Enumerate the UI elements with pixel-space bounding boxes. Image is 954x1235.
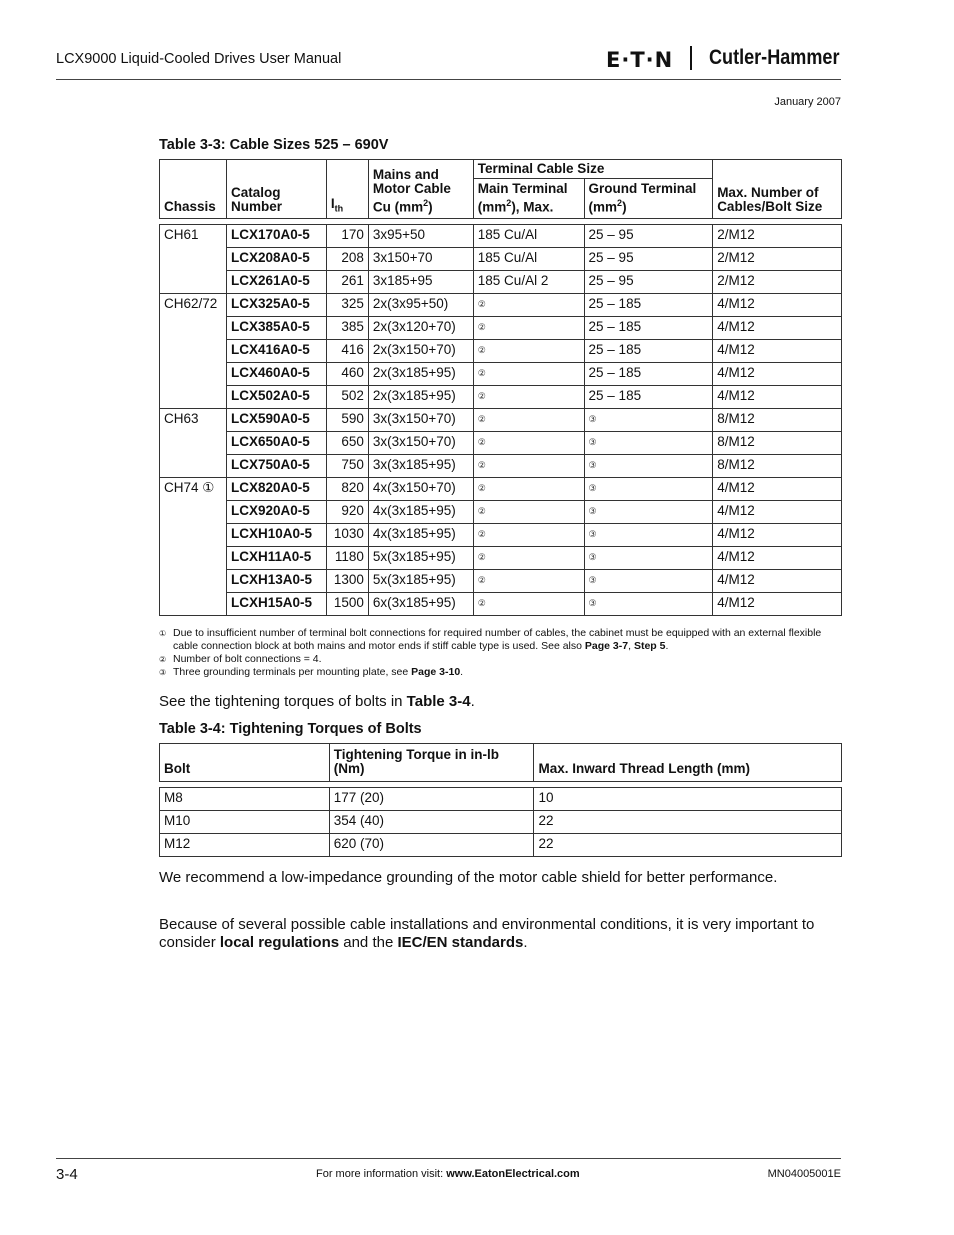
cell-bolt: M8 <box>160 788 330 811</box>
cell-catalog: LCX385A0-5 <box>226 317 326 340</box>
cell-ith: 385 <box>326 317 368 340</box>
cell-ith: 261 <box>326 271 368 294</box>
cell-max-cables: 2/M12 <box>713 248 842 271</box>
cell-max-cables: 4/M12 <box>713 501 842 524</box>
cell-main-terminal: ② <box>473 455 584 478</box>
cell-max-cables: 4/M12 <box>713 478 842 501</box>
website-link[interactable]: www.EatonElectrical.com <box>446 1168 580 1180</box>
cell-main-terminal: ② <box>473 570 584 593</box>
table-row <box>160 225 842 248</box>
cell-mains-cable: 2x(3x120+70) <box>368 317 473 340</box>
cell-ith: 590 <box>326 409 368 432</box>
header-bolt: Bolt <box>160 744 330 782</box>
cell-catalog: LCXH10A0-5 <box>226 524 326 547</box>
table-row <box>160 455 842 478</box>
cell-max-cables: 4/M12 <box>713 547 842 570</box>
cell-thread-length: 10 <box>534 788 842 811</box>
table-row <box>160 478 842 501</box>
cell-catalog: LCX261A0-5 <box>226 271 326 294</box>
table-row <box>160 811 842 834</box>
footer-info: For more information visit: www.EatonElectrical.com <box>316 1168 580 1180</box>
cell-main-terminal: ② <box>473 478 584 501</box>
cell-ground-terminal: 25 – 95 <box>584 248 713 271</box>
header-ith: $I_{th}$ <box>326 160 368 219</box>
cell-main-terminal: 185 Cu/Al <box>473 225 584 248</box>
header-torque: Tightening Torque in in-lb (Nm) <box>329 744 534 782</box>
cell-mains-cable: 3x(3x150+70) <box>368 432 473 455</box>
footer-rule <box>56 1158 841 1159</box>
table-row <box>160 271 842 294</box>
table-row <box>160 317 842 340</box>
table-row <box>160 834 842 857</box>
cell-catalog: LCXH11A0-5 <box>226 547 326 570</box>
cell-ground-terminal: ③ <box>584 501 713 524</box>
footnote-3: ③ Three grounding terminals per mounting plate, see Page 3-10. <box>159 666 464 678</box>
cell-max-cables: 4/M12 <box>713 593 842 616</box>
cell-mains-cable: 2x(3x185+95) <box>368 363 473 386</box>
cell-main-terminal: ② <box>473 409 584 432</box>
cell-main-terminal: ② <box>473 294 584 317</box>
cell-catalog: LCX416A0-5 <box>226 340 326 363</box>
table-row <box>160 386 842 409</box>
table-row <box>160 788 842 811</box>
cell-ground-terminal: ③ <box>584 455 713 478</box>
cell-chassis: CH62/72 <box>160 294 227 409</box>
header-ground-terminal: Ground Terminal $(mm^2)$ <box>584 179 713 219</box>
cell-ground-terminal: ③ <box>584 593 713 616</box>
cell-max-cables: 4/M12 <box>713 570 842 593</box>
cell-mains-cable: 6x(3x185+95) <box>368 593 473 616</box>
cell-catalog: LCXH15A0-5 <box>226 593 326 616</box>
cell-ith: 170 <box>326 225 368 248</box>
cell-mains-cable: 2x(3x150+70) <box>368 340 473 363</box>
cell-ground-terminal: ③ <box>584 432 713 455</box>
cell-ith: 502 <box>326 386 368 409</box>
table-row <box>160 593 842 616</box>
cell-max-cables: 4/M12 <box>713 363 842 386</box>
header-thread-length: Max. Inward Thread Length (mm) <box>534 744 842 782</box>
cell-catalog: LCX460A0-5 <box>226 363 326 386</box>
cell-ith: 750 <box>326 455 368 478</box>
cell-ground-terminal: 25 – 185 <box>584 363 713 386</box>
cell-max-cables: 4/M12 <box>713 340 842 363</box>
cell-max-cables: 4/M12 <box>713 317 842 340</box>
cell-ground-terminal: ③ <box>584 409 713 432</box>
cell-main-terminal: ② <box>473 547 584 570</box>
table-3-4-caption: Table 3-4: Tightening Torques of Bolts <box>159 721 422 737</box>
cell-ground-terminal: ③ <box>584 478 713 501</box>
table-row <box>160 363 842 386</box>
cell-ground-terminal: ③ <box>584 547 713 570</box>
table-row <box>160 547 842 570</box>
header-terminal-cable-size: Terminal Cable Size <box>473 160 712 179</box>
cell-main-terminal: ② <box>473 340 584 363</box>
cell-ground-terminal: 25 – 185 <box>584 317 713 340</box>
cell-mains-cable: 2x(3x95+50) <box>368 294 473 317</box>
table-row <box>160 248 842 271</box>
cell-mains-cable: 2x(3x185+95) <box>368 386 473 409</box>
cell-ith: 325 <box>326 294 368 317</box>
footnote-2: ② Number of bolt connections = 4. <box>159 653 322 665</box>
cell-ground-terminal: ③ <box>584 524 713 547</box>
cell-ith: 650 <box>326 432 368 455</box>
cell-mains-cable: 3x95+50 <box>368 225 473 248</box>
cell-main-terminal: ② <box>473 524 584 547</box>
header-catalog-number: Catalog Number <box>226 160 326 219</box>
cell-main-terminal: 185 Cu/Al <box>473 248 584 271</box>
table-row <box>160 570 842 593</box>
cell-main-terminal: ② <box>473 317 584 340</box>
cell-mains-cable: 4x(3x185+95) <box>368 524 473 547</box>
cell-ith: 1180 <box>326 547 368 570</box>
cell-ith: 1300 <box>326 570 368 593</box>
grounding-paragraph: We recommend a low-impedance grounding of the motor cable shield for better performance. <box>159 869 778 886</box>
cell-ith: 416 <box>326 340 368 363</box>
table-3-3-caption: Table 3-3: Cable Sizes 525 – 690V <box>159 137 389 153</box>
cell-max-cables: 2/M12 <box>713 225 842 248</box>
header-max-cables: Max. Number of Cables/Bolt Size <box>713 160 842 219</box>
cell-max-cables: 4/M12 <box>713 524 842 547</box>
eaton-logo: E·T·N <box>606 48 674 72</box>
cutler-hammer-logo: Cutler-Hammer <box>709 46 840 69</box>
table-row <box>160 294 842 317</box>
tightening-torques-table <box>159 743 842 857</box>
cell-catalog: LCX502A0-5 <box>226 386 326 409</box>
cell-catalog: LCX590A0-5 <box>226 409 326 432</box>
document-number: MN04005001E <box>767 1168 841 1180</box>
cell-bolt: M10 <box>160 811 330 834</box>
header-rule <box>56 79 841 80</box>
cable-sizes-table <box>159 159 842 616</box>
cell-mains-cable: 5x(3x185+95) <box>368 547 473 570</box>
cell-mains-cable: 3x(3x150+70) <box>368 409 473 432</box>
cell-ith: 208 <box>326 248 368 271</box>
cell-catalog: LCX750A0-5 <box>226 455 326 478</box>
table-row <box>160 432 842 455</box>
cell-mains-cable: 4x(3x150+70) <box>368 478 473 501</box>
cell-max-cables: 8/M12 <box>713 432 842 455</box>
table-row <box>160 409 842 432</box>
cell-chassis: CH74 ① <box>160 478 227 616</box>
cell-main-terminal: ② <box>473 501 584 524</box>
cell-max-cables: 8/M12 <box>713 409 842 432</box>
cell-mains-cable: 3x185+95 <box>368 271 473 294</box>
regulations-paragraph: Because of several possible cable installations and environmental conditions, it is very important to consider local regulations and the IEC/EN standards. <box>159 916 815 951</box>
cell-catalog: LCX208A0-5 <box>226 248 326 271</box>
logo-separator <box>690 46 692 70</box>
cell-ground-terminal: 25 – 95 <box>584 225 713 248</box>
header-chassis: Chassis <box>160 160 227 219</box>
cell-mains-cable: 5x(3x185+95) <box>368 570 473 593</box>
header-title: LCX9000 Liquid-Cooled Drives User Manual <box>56 51 342 67</box>
cell-main-terminal: 185 Cu/Al 2 <box>473 271 584 294</box>
cell-catalog: LCX820A0-5 <box>226 478 326 501</box>
cell-ith: 820 <box>326 478 368 501</box>
cell-mains-cable: 3x(3x185+95) <box>368 455 473 478</box>
cell-catalog: LCX920A0-5 <box>226 501 326 524</box>
cell-max-cables: 4/M12 <box>713 294 842 317</box>
cell-mains-cable: 4x(3x185+95) <box>368 501 473 524</box>
cell-main-terminal: ② <box>473 432 584 455</box>
cell-ith: 460 <box>326 363 368 386</box>
cell-catalog: LCX650A0-5 <box>226 432 326 455</box>
cell-ith: 920 <box>326 501 368 524</box>
cell-torque: 354 (40) <box>329 811 534 834</box>
cell-thread-length: 22 <box>534 811 842 834</box>
cell-max-cables: 4/M12 <box>713 386 842 409</box>
cell-main-terminal: ② <box>473 363 584 386</box>
cell-catalog: LCXH13A0-5 <box>226 570 326 593</box>
cell-ith: 1500 <box>326 593 368 616</box>
cell-catalog: LCX325A0-5 <box>226 294 326 317</box>
cell-torque: 620 (70) <box>329 834 534 857</box>
publication-date: January 2007 <box>774 96 841 108</box>
cell-mains-cable: 3x150+70 <box>368 248 473 271</box>
cell-main-terminal: ② <box>473 386 584 409</box>
table-row <box>160 524 842 547</box>
cell-chassis: CH61 <box>160 225 227 294</box>
page-number: 3-4 <box>56 1166 78 1183</box>
footnote-1: ① Due to insufficient number of terminal bolt connections for required number of cables, the cabinet must be equipped with an external flexible cable connection block at both mains and motor ends if stiff cable type is used. See also Page 3-7, Step 5. <box>159 627 822 652</box>
cell-chassis: CH63 <box>160 409 227 478</box>
cell-max-cables: 8/M12 <box>713 455 842 478</box>
cell-torque: 177 (20) <box>329 788 534 811</box>
header-main-terminal: Main Terminal $(mm^2)$, Max. <box>473 179 584 219</box>
cell-ith: 1030 <box>326 524 368 547</box>
table-row <box>160 501 842 524</box>
cell-ground-terminal: 25 – 95 <box>584 271 713 294</box>
table-row <box>160 340 842 363</box>
torque-reference-paragraph: See the tightening torques of bolts in Table 3-4. <box>159 693 475 710</box>
cell-main-terminal: ② <box>473 593 584 616</box>
cell-ground-terminal: ③ <box>584 570 713 593</box>
cell-thread-length: 22 <box>534 834 842 857</box>
cell-max-cables: 2/M12 <box>713 271 842 294</box>
header-mains-motor-cable: Mains and Motor Cable Cu $(mm^2)$ <box>368 160 473 219</box>
cell-ground-terminal: 25 – 185 <box>584 294 713 317</box>
cell-ground-terminal: 25 – 185 <box>584 340 713 363</box>
cell-bolt: M12 <box>160 834 330 857</box>
cell-catalog: LCX170A0-5 <box>226 225 326 248</box>
cell-ground-terminal: 25 – 185 <box>584 386 713 409</box>
